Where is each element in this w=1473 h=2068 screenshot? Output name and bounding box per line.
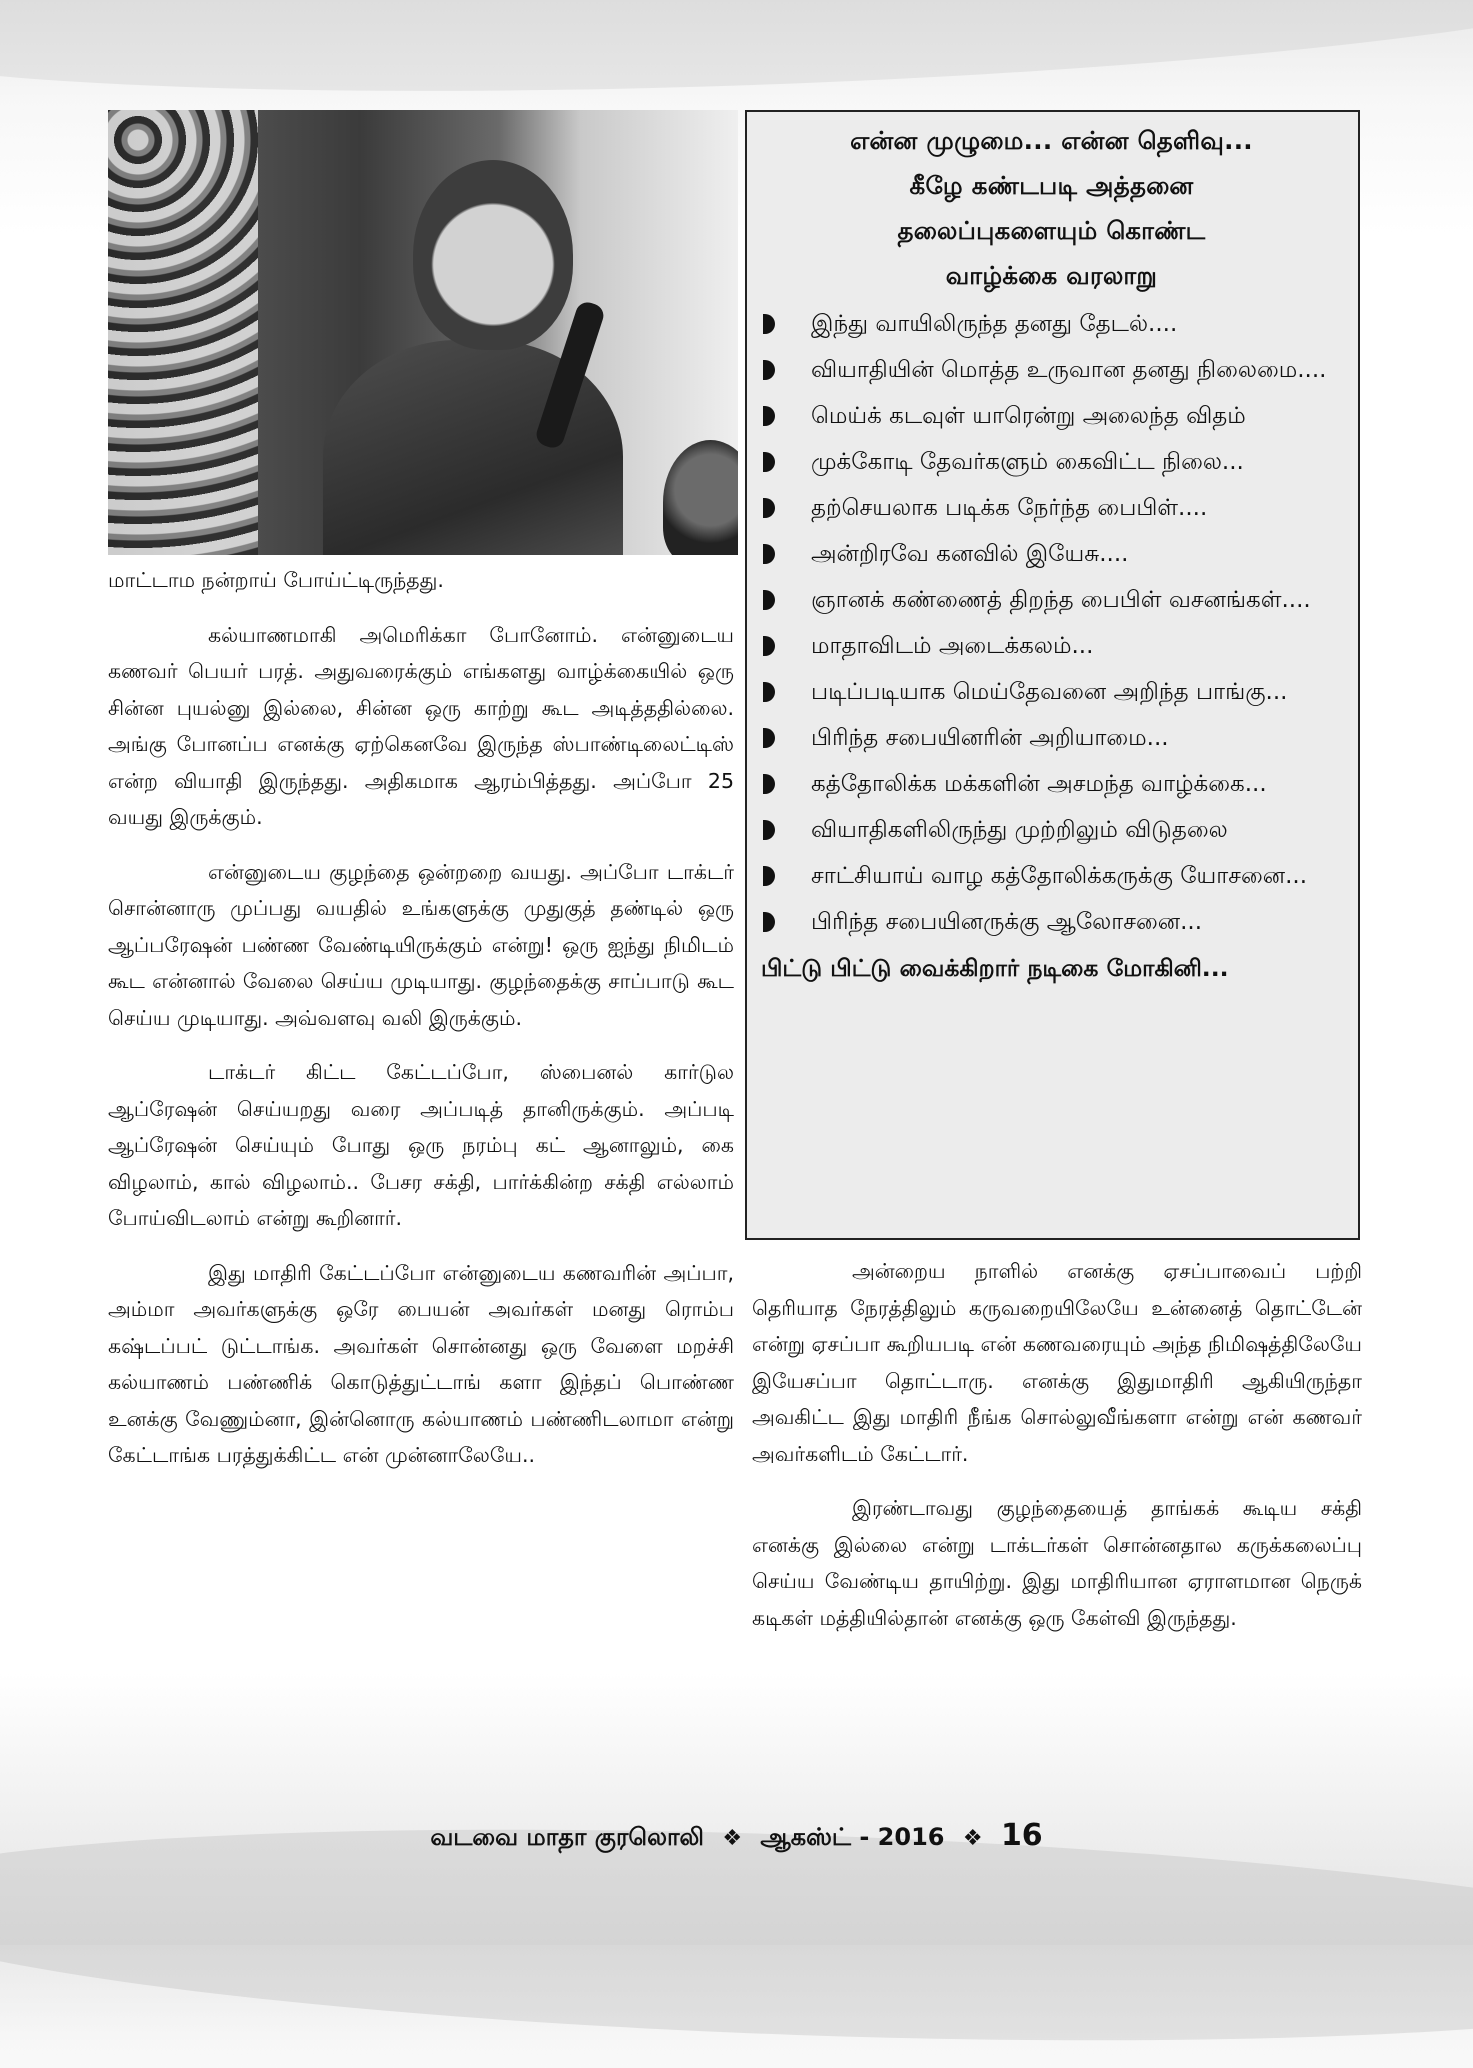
list-item: [761, 396, 1342, 436]
list-item: [761, 350, 1342, 390]
list-item-text: வியாதியின் மொத்த உருவான தனது நிலைமை....: [811, 357, 1327, 383]
list-item: [761, 626, 1342, 666]
background-person: [663, 440, 738, 555]
list-item: [761, 534, 1342, 574]
paragraph: டாக்டர் கிட்ட கேட்டப்போ, ஸ்பைனல் கார்டுல ஆப்ரேஷன் செய்யறது வரை அப்படித் தானிருக்கும். அப்படி ஆப்ரேஷன் செய்யும் போது ஒரு நரம்பு கட் ஆனாலும், கை விழலாம், கால் விழலாம்.. பேசர சக்தி, பார்க்கின்ற சக்தி எல்லாம் போய்விடலாம் என்று கூறினார்.: [108, 1060, 734, 1230]
bullet-icon: [763, 912, 775, 932]
list-item-text: பிரிந்த சபையினரின் அறியாமை...: [811, 725, 1169, 751]
highlights-list: [761, 304, 1342, 942]
list-item-text: தற்செயலாக படிக்க நேர்ந்த பைபிள்....: [811, 495, 1208, 521]
box-footer-line: பிட்டு பிட்டு வைக்கிறார் நடிகை மோகினி...: [761, 954, 1229, 982]
bullet-icon: [763, 406, 775, 426]
list-item-text: வியாதிகளிலிருந்து முற்றிலும் விடுதலை: [811, 817, 1228, 843]
list-item-text: இந்து வாயிலிருந்த தனது தேடல்....: [811, 311, 1178, 337]
list-item-text: சாட்சியாய் வாழ கத்தோலிக்கருக்கு யோசனை...: [811, 863, 1308, 889]
left-column: [108, 562, 734, 1492]
bullet-icon: [763, 682, 775, 702]
bullet-icon: [763, 590, 775, 610]
paragraph: இரண்டாவது குழந்தையைத் தாங்கக் கூடிய சக்தி எனக்கு இல்லை என்று டாக்டர்கள் சொன்னதால கருக்கலைப்பு செய்ய வேண்டிய தாயிற்று. இது மாதிரியான ஏராளமான நெருக் கடிகள் மத்தியில்தான் எனக்கு ஒரு கேள்வி இருந்தது.: [752, 1496, 1362, 1630]
bullet-icon: [763, 314, 775, 334]
list-item-text: கத்தோலிக்க மக்களின் அசமந்த வாழ்க்கை...: [811, 771, 1267, 797]
bullet-icon: [763, 636, 775, 656]
speaker-head: [413, 160, 573, 350]
page-number: 16: [1000, 1818, 1043, 1853]
separator-icon: ❖: [722, 1826, 743, 1851]
paragraph: மாட்டாம நன்றாய் போய்ட்டிருந்தது.: [108, 568, 444, 592]
issue-date: ஆகஸ்ட் - 2016: [760, 1823, 945, 1851]
bullet-icon: [763, 820, 775, 840]
list-item: [761, 580, 1342, 620]
list-item: [761, 764, 1342, 804]
right-column: [752, 1253, 1362, 1654]
paragraph: என்னுடைய குழந்தை ஒன்றறை வயது. அப்போ டாக்டர் சொன்னாரு முப்பது வயதில் உங்களுக்கு முதுகுத் தண்டில் ஒரு ஆப்பரேஷன் பண்ண வேண்டியிருக்கும் என்று! ஒரு ஐந்து நிமிடம் கூட என்னால் வேலை செய்ய முடியாது. குழந்தைக்கு சாப்பாடு கூட செய்ய முடியாது. அவ்வளவு வலி இருக்கும்.: [108, 859, 734, 1030]
bullet-icon: [763, 544, 775, 564]
flower-garland: [108, 110, 258, 555]
separator-icon: ❖: [962, 1826, 983, 1851]
list-item: [761, 672, 1342, 712]
list-item-text: பிரிந்த சபையினருக்கு ஆலோசனை...: [811, 909, 1203, 935]
list-item: [761, 810, 1342, 850]
list-item-text: முக்கோடி தேவர்களும் கைவிட்ட நிலை...: [811, 449, 1244, 475]
box-title-line: என்ன முழுமை... என்ன தெளிவு...: [850, 126, 1253, 155]
list-item-text: படிப்படியாக மெய்தேவனை அறிந்த பாங்கு...: [811, 679, 1288, 705]
header-swoosh: [0, 0, 1473, 118]
list-item: [761, 718, 1342, 758]
list-item: [761, 488, 1342, 528]
list-item-text: அன்றிரவே கனவில் இயேசு....: [811, 541, 1129, 567]
speaker-photo: [108, 110, 738, 555]
box-title-line: கீழே கண்டபடி அத்தனை: [909, 171, 1194, 200]
bullet-icon: [763, 360, 775, 380]
bullet-icon: [763, 866, 775, 886]
highlights-box: [745, 110, 1360, 1240]
magazine-name: வடவை மாதா குரலொலி: [430, 1823, 704, 1851]
box-title: [761, 118, 1342, 298]
list-item: [761, 856, 1342, 896]
box-title-line: தலைப்புகளையும் கொண்ட: [897, 216, 1206, 245]
bullet-icon: [763, 728, 775, 748]
list-item-text: ஞானக் கண்ணைத் திறந்த பைபிள் வசனங்கள்....: [811, 587, 1311, 613]
paragraph: இது மாதிரி கேட்டப்போ என்னுடைய கணவரின் அப்பா, அம்மா அவர்களுக்கு ஒரே பையன் அவர்கள் மனது ரொம்ப கஷ்டப்பட் டுட்டாங்க. அவர்கள் சொன்னது ஒரு வேளை மறச்சி கல்யாணம் பண்ணிக் கொடுத்துட்டாங் களா இந்தப் பொண்ண உனக்கு வேணும்னா, இன்னொரு கல்யாணம் பண்ணிடலாமா என்று கேட்டாங்க பரத்துக்கிட்ட என் முன்னாலேயே..: [108, 1260, 734, 1467]
paragraph: அன்றைய நாளில் எனக்கு ஏசப்பாவைப் பற்றி தெரியாத நேரத்திலும் கருவறையிலேயே உன்னைத் தொட்டேன் என்று ஏசப்பா கூறியபடி என் கணவரையும் அந்த நிமிஷத்திலேயே இயேசப்பா தொட்டாரு. எனக்கு இதுமாதிரி ஆகியிருந்தா அவகிட்ட இது மாதிரி நீங்க சொல்லுவீங்களா என்று என் கணவர் அவர்களிடம் கேட்டார்.: [752, 1259, 1362, 1466]
list-item: [761, 442, 1342, 482]
list-item-text: மெய்க் கடவுள் யாரென்று அலைந்த விதம்: [811, 403, 1246, 429]
list-item: [761, 304, 1342, 344]
bullet-icon: [763, 498, 775, 518]
list-item: [761, 902, 1342, 942]
paragraph: கல்யாணமாகி அமெரிக்கா போனோம். என்னுடைய கணவர் பெயர் பரத். அதுவரைக்கும் எங்களது வாழ்க்கையில் ஒரு சின்ன புயல்னு இல்லை, சின்ன ஒரு காற்று கூட அடித்ததில்லை. அங்கு போனப்ப எனக்கு ஏற்கெனவே இருந்த ஸ்பாண்டிலைட்டிஸ் என்ற வியாதி இருந்தது. அதிகமாக ஆரம்பித்தது. அப்போ 25 வயது இருக்கும்.: [108, 622, 734, 829]
list-item-text: மாதாவிடம் அடைக்கலம்...: [811, 633, 1094, 659]
box-title-line: வாழ்க்கை வரலாறு: [945, 261, 1158, 290]
bullet-icon: [763, 452, 775, 472]
bullet-icon: [763, 774, 775, 794]
page-footer: [0, 1818, 1473, 1854]
